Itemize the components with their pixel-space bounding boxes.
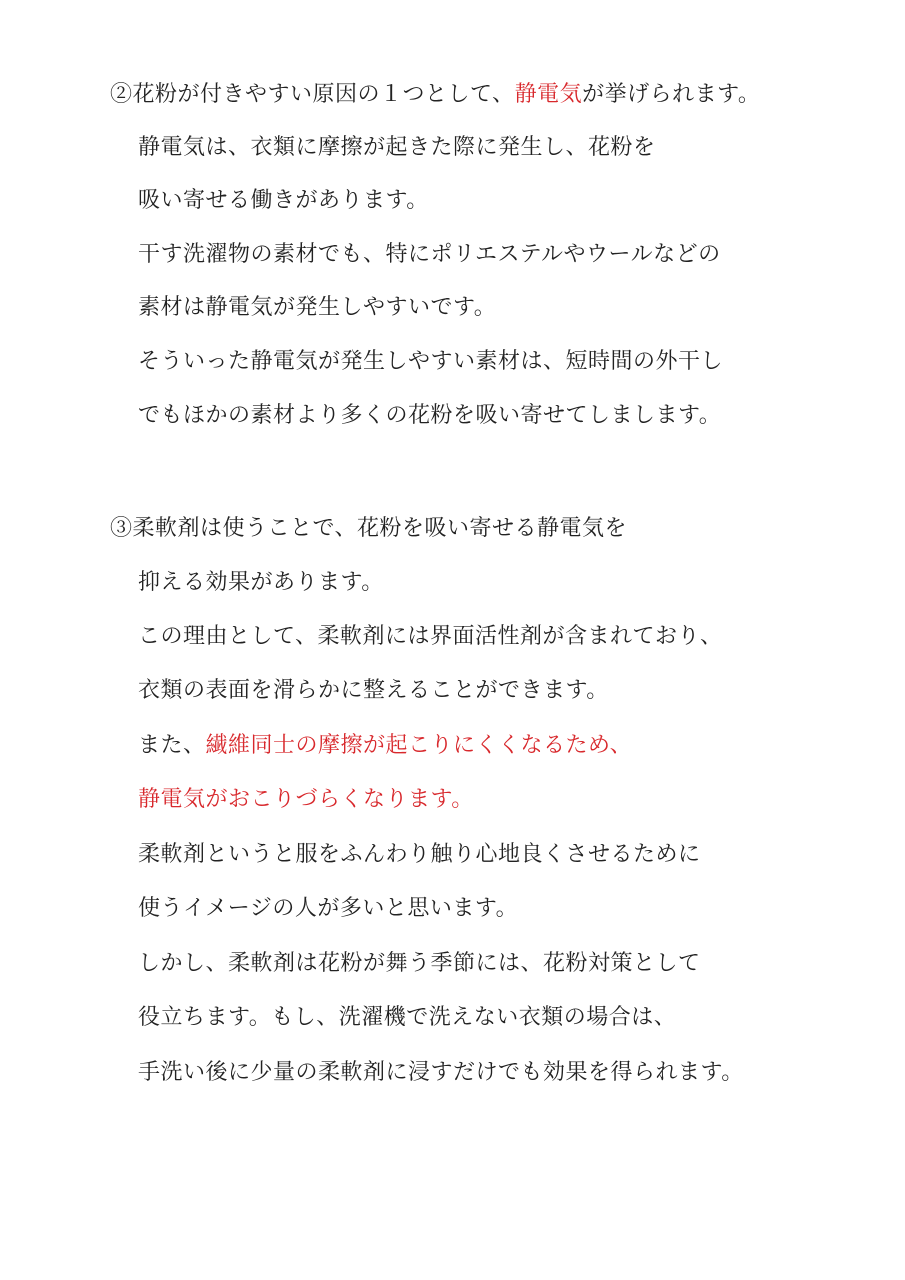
section2-line-6: そういった静電気が発生しやすい素材は、短時間の外干し — [138, 349, 724, 374]
section2-line-1-text-c: が挙げられます。 — [582, 82, 761, 107]
section3-line-5-text-a: また、 — [138, 733, 206, 758]
section2-line-4: 干す洗濯物の素材でも、特にポリエステルやウールなどの — [138, 242, 721, 267]
section3-highlight-fiber-friction: 繊維同士の摩擦が起こりにくくなるため、 — [205, 733, 633, 758]
section3-line-8: 使うイメージの人が多いと思います。 — [138, 896, 519, 921]
section2-highlight-static-electricity: 静電気 — [514, 82, 583, 107]
section3-line-11: 手洗い後に少量の柔軟剤に浸すだけでも効果を得られます。 — [138, 1060, 744, 1085]
section2-line-2: 静電気は、衣類に摩擦が起きた際に発生し、花粉を — [138, 135, 656, 160]
section3-line-10: 役立ちます。もし、洗濯機で洗えない衣類の場合は、 — [138, 1005, 677, 1030]
section3-line-1: ③柔軟剤は使うことで、花粉を吸い寄せる静電気を — [110, 516, 628, 541]
section3-line-4: 衣類の表面を滑らかに整えることができます。 — [138, 678, 609, 703]
section2-line-1 — [110, 80, 760, 110]
section2-line-5: 素材は静電気が発生しやすいです。 — [138, 295, 497, 320]
section3-line-5 — [138, 731, 632, 761]
section2-line-1-text-a: ②花粉が付きやすい原因の１つとして、 — [110, 82, 515, 107]
section2-line-3: 吸い寄せる働きがあります。 — [138, 188, 429, 213]
section3-line-7: 柔軟剤というと服をふんわり触り心地良くさせるために — [138, 842, 701, 867]
section2-line-7: でもほかの素材より多くの花粉を吸い寄せてしまします。 — [138, 403, 722, 428]
section3-line-2: 抑える効果があります。 — [138, 570, 384, 595]
section3-line-9: しかし、柔軟剤は花粉が舞う季節には、花粉対策として — [138, 951, 701, 976]
section3-highlight-static-less: 静電気がおこりづらくなります。 — [138, 787, 474, 812]
section3-line-3: この理由として、柔軟剤には界面活性剤が含まれており、 — [138, 624, 723, 649]
